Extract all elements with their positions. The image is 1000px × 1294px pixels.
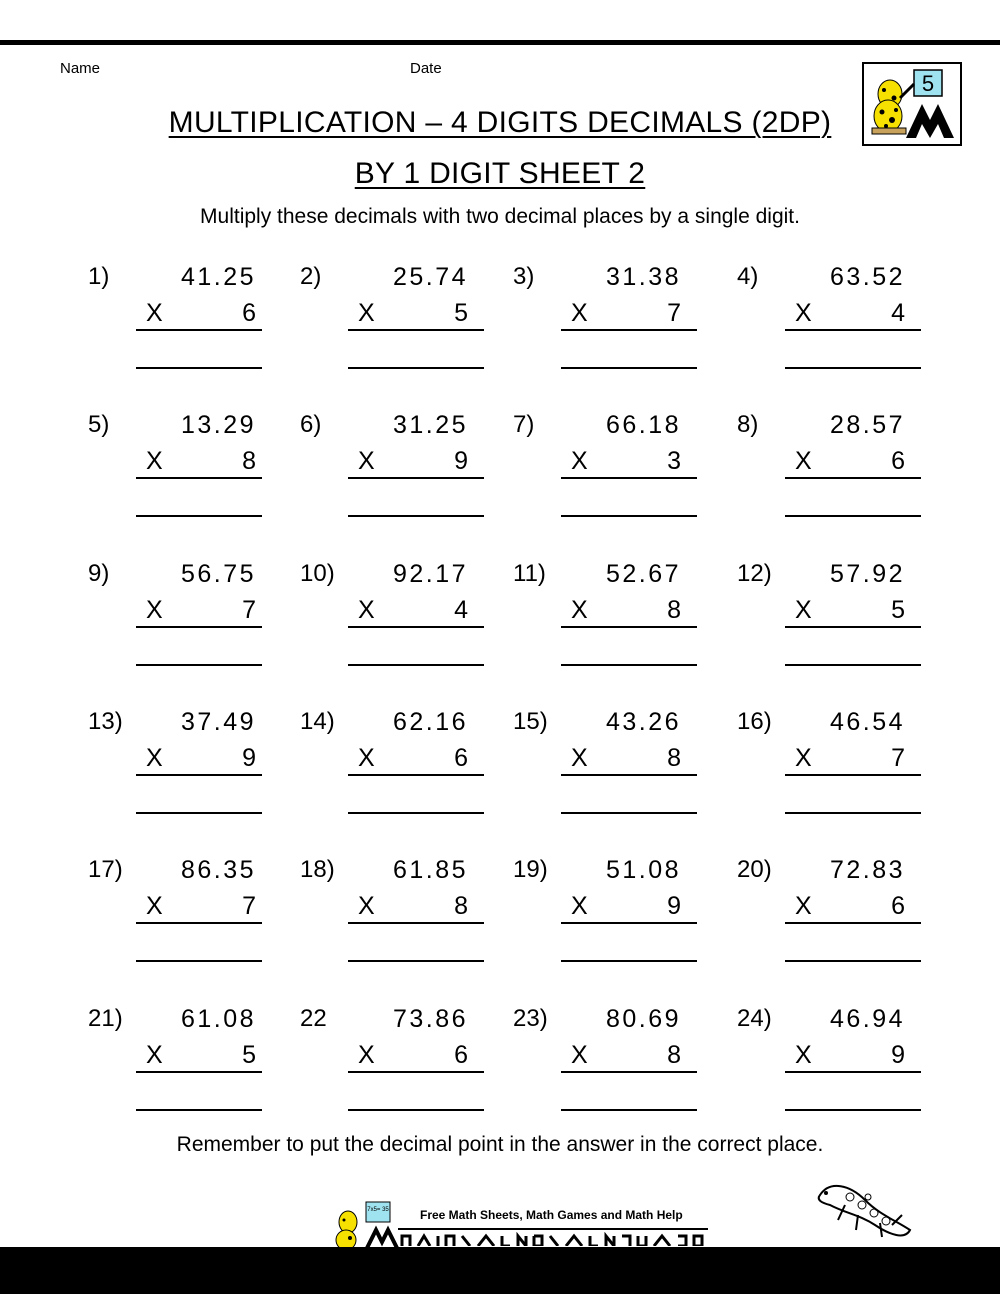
answer-line[interactable] [348, 515, 484, 517]
multiplicand: 86.35 [180, 856, 256, 884]
problem-number: 1) [88, 263, 110, 290]
times-sign: X [358, 892, 375, 920]
multiplier: 8 [242, 447, 256, 475]
answer-line[interactable] [136, 664, 262, 666]
instructions: Multiply these decimals with two decimal places by a single digit. [200, 205, 800, 228]
problem-5 [88, 411, 308, 551]
name-label: Name [60, 60, 101, 77]
operator-rule [561, 329, 697, 331]
problem-number: 12) [737, 560, 772, 587]
times-sign: X [571, 892, 588, 920]
answer-line[interactable] [348, 664, 484, 666]
multiplier: 6 [891, 447, 905, 475]
answer-line[interactable] [785, 367, 921, 369]
multiplicand: 92.17 [392, 560, 468, 588]
operator-rule [561, 477, 697, 479]
times-sign: X [571, 744, 588, 772]
multiplicand: 41.25 [180, 263, 256, 291]
problem-22 [300, 1005, 520, 1145]
problem-number: 5) [88, 411, 110, 438]
multiplicand: 56.75 [180, 560, 256, 588]
multiplicand: 63.52 [829, 263, 905, 291]
answer-line[interactable] [561, 515, 697, 517]
answer-line[interactable] [348, 960, 484, 962]
problem-18 [300, 856, 520, 996]
multiplicand: 46.54 [829, 708, 905, 736]
bottom-band [0, 1247, 1000, 1294]
date-label: Date [410, 60, 442, 77]
operator-rule [785, 477, 921, 479]
answer-line[interactable] [561, 664, 697, 666]
multiplier: 9 [891, 1041, 905, 1069]
problem-9 [88, 560, 308, 700]
times-sign: X [571, 447, 588, 475]
answer-line[interactable] [561, 367, 697, 369]
worksheet-subtitle: BY 1 DIGIT SHEET 2 [354, 157, 646, 190]
answer-line[interactable] [561, 812, 697, 814]
problem-8 [737, 411, 957, 551]
multiplier: 5 [242, 1041, 256, 1069]
answer-line[interactable] [136, 812, 262, 814]
salamander-icon [810, 1175, 920, 1250]
operator-rule [785, 1071, 921, 1073]
operator-rule [785, 922, 921, 924]
times-sign: X [795, 447, 812, 475]
multiplier: 8 [667, 744, 681, 772]
operator-rule [561, 1071, 697, 1073]
multiplier: 7 [242, 596, 256, 624]
multiplicand: 62.16 [392, 708, 468, 736]
times-sign: X [146, 892, 163, 920]
footer-tagline: Free Math Sheets, Math Games and Math Help [420, 1208, 683, 1222]
problem-number: 24) [737, 1005, 772, 1032]
operator-rule [136, 626, 262, 628]
multiplier: 6 [454, 1041, 468, 1069]
problem-11 [513, 560, 733, 700]
problem-4 [737, 263, 957, 403]
operator-rule [785, 626, 921, 628]
problem-number: 17) [88, 856, 123, 883]
problem-2 [300, 263, 520, 403]
answer-line[interactable] [785, 1109, 921, 1111]
answer-line[interactable] [348, 812, 484, 814]
operator-rule [348, 922, 484, 924]
problem-21 [88, 1005, 308, 1145]
problem-12 [737, 560, 957, 700]
answer-line[interactable] [136, 960, 262, 962]
operator-rule [561, 774, 697, 776]
multiplicand: 57.92 [829, 560, 905, 588]
answer-line[interactable] [348, 1109, 484, 1111]
problem-number: 7) [513, 411, 535, 438]
times-sign: X [358, 596, 375, 624]
answer-line[interactable] [136, 1109, 262, 1111]
problem-number: 18) [300, 856, 335, 883]
problem-1 [88, 263, 308, 403]
multiplier: 7 [667, 299, 681, 327]
multiplicand: 73.86 [392, 1005, 468, 1033]
times-sign: X [146, 447, 163, 475]
multiplier: 8 [667, 1041, 681, 1069]
multiplier: 4 [454, 596, 468, 624]
times-sign: X [571, 299, 588, 327]
footer-rule [398, 1228, 708, 1230]
multiplicand: 72.83 [829, 856, 905, 884]
multiplier: 9 [454, 447, 468, 475]
multiplier: 9 [242, 744, 256, 772]
top-rule [0, 40, 1000, 45]
problem-6 [300, 411, 520, 551]
multiplier: 9 [667, 892, 681, 920]
operator-rule [348, 626, 484, 628]
problem-number: 20) [737, 856, 772, 883]
footer-logo [330, 1200, 400, 1250]
operator-rule [785, 774, 921, 776]
operator-rule [136, 329, 262, 331]
multiplier: 8 [667, 596, 681, 624]
times-sign: X [358, 299, 375, 327]
problem-number: 9) [88, 560, 110, 587]
operator-rule [348, 774, 484, 776]
times-sign: X [795, 744, 812, 772]
answer-line[interactable] [785, 812, 921, 814]
salamander-drawing [810, 1175, 920, 1250]
site-logotype-icon [398, 1232, 708, 1246]
multiplier: 7 [242, 892, 256, 920]
problem-number: 11) [513, 560, 546, 587]
operator-rule [561, 626, 697, 628]
answer-line[interactable] [785, 515, 921, 517]
multiplier: 6 [891, 892, 905, 920]
multiplicand: 52.67 [605, 560, 681, 588]
times-sign: X [358, 744, 375, 772]
problem-13 [88, 708, 308, 848]
times-sign: X [146, 1041, 163, 1069]
times-sign: X [358, 1041, 375, 1069]
problem-number: 23) [513, 1005, 548, 1032]
problem-16 [737, 708, 957, 848]
multiplicand: 31.25 [392, 411, 468, 439]
operator-rule [136, 477, 262, 479]
problem-7 [513, 411, 733, 551]
operator-rule [561, 922, 697, 924]
problem-number: 2) [300, 263, 322, 290]
problem-10 [300, 560, 520, 700]
multiplicand: 37.49 [180, 708, 256, 736]
multiplicand: 66.18 [605, 411, 681, 439]
problem-number: 13) [88, 708, 123, 735]
footer-mini-sum: 7x5= 35 [367, 1207, 389, 1213]
problem-number: 8) [737, 411, 759, 438]
operator-rule [136, 922, 262, 924]
times-sign: X [795, 892, 812, 920]
reminder-note: Remember to put the decimal point in the answer in the correct place. [176, 1133, 824, 1156]
multiplicand: 80.69 [605, 1005, 681, 1033]
problem-number: 6) [300, 411, 322, 438]
times-sign: X [146, 596, 163, 624]
answer-line[interactable] [561, 1109, 697, 1111]
answer-line[interactable] [136, 367, 262, 369]
multiplier: 5 [891, 596, 905, 624]
times-sign: X [795, 299, 812, 327]
times-sign: X [795, 596, 812, 624]
times-sign: X [571, 1041, 588, 1069]
operator-rule [348, 1071, 484, 1073]
answer-line[interactable] [136, 515, 262, 517]
problem-number: 3) [513, 263, 535, 290]
problem-20 [737, 856, 957, 996]
times-sign: X [146, 744, 163, 772]
operator-rule [136, 1071, 262, 1073]
multiplicand: 61.08 [180, 1005, 256, 1033]
multiplicand: 28.57 [829, 411, 905, 439]
multiplicand: 31.38 [605, 263, 681, 291]
multiplier: 3 [667, 447, 681, 475]
problem-3 [513, 263, 733, 403]
problem-number: 14) [300, 708, 335, 735]
operator-rule [348, 477, 484, 479]
multiplier: 4 [891, 299, 905, 327]
answer-line[interactable] [785, 960, 921, 962]
problem-number: 4) [737, 263, 759, 290]
problem-number: 22 [300, 1005, 327, 1032]
problem-number: 19) [513, 856, 548, 883]
problem-19 [513, 856, 733, 996]
multiplier: 7 [891, 744, 905, 772]
times-sign: X [795, 1041, 812, 1069]
multiplicand: 25.74 [392, 263, 468, 291]
problem-17 [88, 856, 308, 996]
answer-line[interactable] [348, 367, 484, 369]
operator-rule [785, 329, 921, 331]
multiplicand: 46.94 [829, 1005, 905, 1033]
times-sign: X [358, 447, 375, 475]
multiplicand: 43.26 [605, 708, 681, 736]
grade-badge: 5 [921, 71, 935, 96]
worksheet-title: MULTIPLICATION – 4 DIGITS DECIMALS (2DP) [168, 106, 832, 139]
multiplicand: 13.29 [180, 411, 256, 439]
site-logotype [398, 1232, 708, 1246]
multiplicand: 51.08 [605, 856, 681, 884]
problem-number: 21) [88, 1005, 123, 1032]
multiplier: 6 [454, 744, 468, 772]
problem-15 [513, 708, 733, 848]
problem-24 [737, 1005, 957, 1145]
answer-line[interactable] [561, 960, 697, 962]
multiplier: 8 [454, 892, 468, 920]
problem-number: 16) [737, 708, 772, 735]
times-sign: X [571, 596, 588, 624]
problem-number: 10) [300, 560, 335, 587]
problem-14 [300, 708, 520, 848]
multiplier: 5 [454, 299, 468, 327]
multiplicand: 61.85 [392, 856, 468, 884]
salamander-mini-icon [330, 1200, 400, 1250]
answer-line[interactable] [785, 664, 921, 666]
operator-rule [136, 774, 262, 776]
times-sign: X [146, 299, 163, 327]
operator-rule [348, 329, 484, 331]
problem-number: 15) [513, 708, 548, 735]
multiplier: 6 [242, 299, 256, 327]
problem-23 [513, 1005, 733, 1145]
